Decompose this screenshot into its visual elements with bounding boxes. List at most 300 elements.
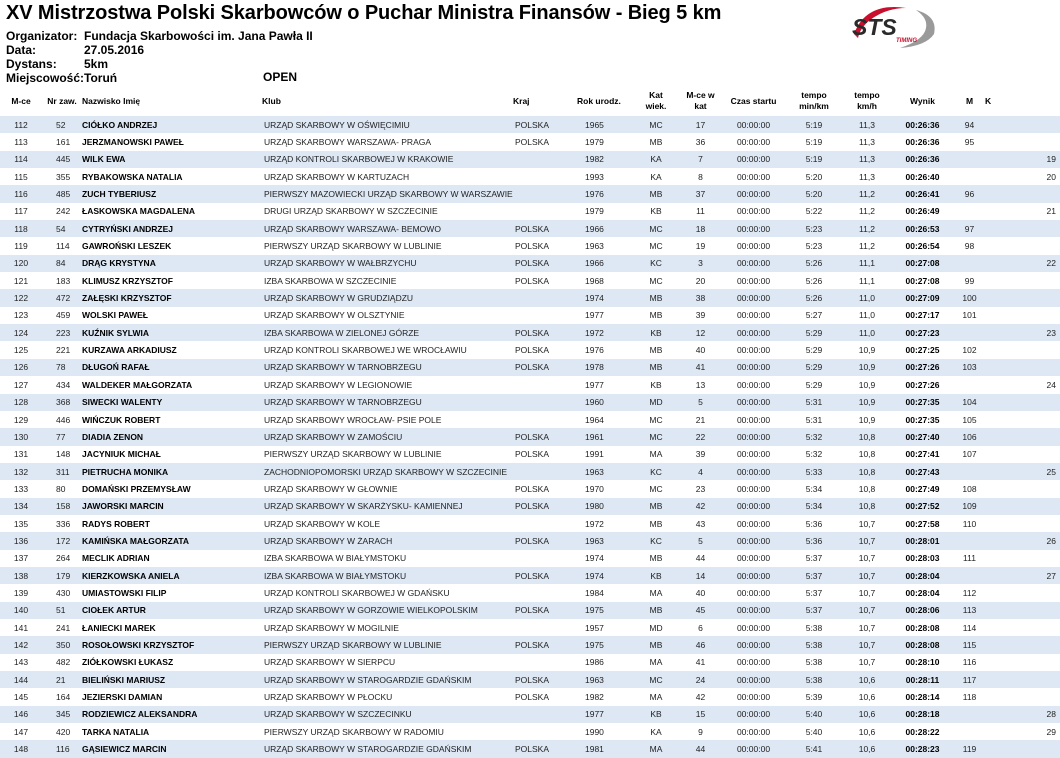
- cell-catplace: 40: [695, 345, 706, 356]
- cell-start: 00:00:00: [722, 289, 785, 306]
- cell-year: 1979: [585, 206, 604, 217]
- cell-club: PIERWSZY URZĄD SKARBOWY W LUBLINIE: [264, 449, 442, 460]
- cell-pace: 5:38: [805, 657, 823, 668]
- cell-m: 116: [962, 657, 977, 668]
- cell-country: POLSKA: [515, 692, 550, 703]
- col-k: K: [985, 95, 992, 106]
- cell-club: DRUGI URZĄD SKARBOWY W SZCZECINIE: [264, 206, 438, 217]
- cell-bib: 158: [42, 498, 82, 515]
- cell-country: [513, 515, 577, 532]
- cell-cat: KA: [650, 726, 662, 737]
- cell-catplace: 46: [679, 636, 722, 653]
- cell-k: [985, 116, 1060, 133]
- cell-place: 129: [13, 414, 29, 425]
- cell-country: POLSKA: [513, 636, 577, 653]
- cell-place: 142: [0, 636, 42, 653]
- cell-bib: 164: [56, 692, 71, 703]
- cell-result: 00:26:53: [891, 220, 954, 237]
- cell-speed: 11,1: [859, 275, 875, 286]
- table-row: [0, 723, 1060, 740]
- cell-start: 00:00:00: [736, 310, 771, 321]
- cell-pace: 5:29: [805, 379, 823, 390]
- cell-club: URZĄD SKARBOWY W STAROGARDZIE GDAŃSKIM: [262, 740, 513, 757]
- table-row: [0, 411, 1060, 428]
- cell-bib: 368: [42, 394, 82, 411]
- cell-k: [985, 654, 1060, 671]
- cell-name: CYTRYŃSKI ANDRZEJ: [82, 220, 262, 237]
- cell-pace: 5:26: [785, 255, 843, 272]
- cell-cat: MC: [649, 414, 663, 425]
- cell-catplace: 5: [679, 532, 722, 549]
- cell-k: [985, 688, 1060, 705]
- cell-k: [985, 185, 1060, 202]
- cell-result: 00:27:43: [891, 463, 954, 480]
- cell-k: [985, 550, 1060, 567]
- cell-catplace: 45: [679, 602, 722, 619]
- table-row: [0, 151, 1060, 168]
- cell-pace: 5:32: [785, 428, 843, 445]
- table-row: [0, 688, 1060, 705]
- cell-place: 134: [0, 498, 42, 515]
- cell-k: 22: [985, 255, 1060, 272]
- cell-cat: KB: [633, 324, 679, 341]
- cell-catplace: 42: [679, 498, 722, 515]
- cell-result: 00:27:25: [905, 345, 940, 356]
- cell-pace: 5:37: [805, 587, 823, 598]
- cell-cat: KA: [633, 151, 679, 168]
- cell-m: 101: [962, 310, 977, 321]
- cell-club: URZĄD SKARBOWY WARSZAWA- PRAGA: [264, 137, 432, 148]
- cell-country: [513, 307, 577, 324]
- cell-bib: 78: [42, 359, 82, 376]
- cell-place: 122: [0, 289, 42, 306]
- cell-country: POLSKA: [513, 255, 577, 272]
- cell-bib: 148: [56, 449, 71, 460]
- cell-year: 1963: [585, 241, 604, 252]
- cell-k: 20: [1046, 171, 1056, 182]
- cell-cat: MC: [649, 275, 663, 286]
- cell-place: 135: [13, 518, 29, 529]
- cell-m: 95: [964, 137, 975, 148]
- cell-bib: 434: [56, 379, 71, 390]
- cell-bib: 350: [42, 636, 82, 653]
- cell-country: [513, 203, 577, 220]
- cell-catplace: 14: [679, 567, 722, 584]
- cell-year: 1981: [577, 740, 633, 757]
- cell-name: RODZIEWICZ ALEKSANDRA: [82, 706, 262, 723]
- cell-m: [954, 706, 985, 723]
- cell-catplace: 44: [695, 553, 706, 564]
- cell-club: URZĄD SKARBOWY W WAŁBRZYCHU: [262, 255, 513, 272]
- cell-cat: KB: [633, 706, 679, 723]
- cell-k: [985, 411, 1060, 428]
- cell-result: 00:27:09: [891, 289, 954, 306]
- cell-country: POLSKA: [515, 241, 550, 252]
- cell-bib: 430: [56, 587, 71, 598]
- cell-pace: 5:32: [805, 449, 823, 460]
- cell-country: [513, 723, 577, 740]
- cell-catplace: 24: [679, 671, 722, 688]
- cell-k: [985, 133, 1060, 150]
- cell-name: PIETRUCHA MONIKA: [82, 463, 262, 480]
- cell-catplace: 39: [695, 310, 706, 321]
- cell-name: KAMIŃSKA MAŁGORZATA: [82, 532, 262, 549]
- cell-m: 110: [962, 518, 977, 529]
- cell-start: 00:00:00: [736, 414, 771, 425]
- cell-place: 116: [0, 185, 42, 202]
- cell-year: 1986: [585, 657, 604, 668]
- cell-k: [985, 237, 1060, 254]
- col-year: Rok urodz.: [577, 95, 621, 106]
- cell-catplace: 8: [698, 171, 703, 182]
- cell-pace: 5:31: [805, 414, 823, 425]
- cell-name: JERZMANOWSKI PAWEŁ: [82, 137, 184, 148]
- cell-start: 00:00:00: [722, 602, 785, 619]
- cell-name: BIELIŃSKI MARIUSZ: [82, 671, 262, 688]
- cell-club: URZĄD SKARBOWY W PŁOCKU: [264, 692, 393, 703]
- cell-speed: 10,6: [858, 692, 876, 703]
- cell-place: 137: [13, 553, 29, 564]
- cell-result: 00:28:06: [891, 602, 954, 619]
- cell-catplace: 5: [679, 394, 722, 411]
- cell-catplace: 13: [695, 379, 706, 390]
- cell-speed: 11,3: [859, 171, 875, 182]
- cell-m: 99: [964, 275, 975, 286]
- cell-country: POLSKA: [513, 116, 577, 133]
- col-result: Wynik: [910, 95, 935, 106]
- cell-country: [513, 706, 577, 723]
- cell-place: 144: [0, 671, 42, 688]
- cell-k: 24: [1046, 379, 1056, 390]
- cell-club: URZĄD SKARBOWY W TARNOBRZEGU: [262, 394, 513, 411]
- cell-bib: 311: [42, 463, 82, 480]
- cell-cat: KB: [650, 379, 662, 390]
- cell-club: URZĄD SKARBOWY W GORZOWIE WIELKOPOLSKIM: [262, 602, 513, 619]
- cell-speed: 10,7: [858, 587, 876, 598]
- cell-pace: 5:29: [785, 324, 843, 341]
- cell-k: [985, 446, 1060, 463]
- svg-text:STS: STS: [852, 14, 897, 40]
- cell-place: 114: [0, 151, 42, 168]
- cell-catplace: 3: [679, 255, 722, 272]
- cell-place: 132: [0, 463, 42, 480]
- cell-club: URZĄD KONTROLI SKARBOWEJ WE WROCŁAWIU: [264, 345, 467, 356]
- cell-club: URZĄD SKARBOWY W TARNOBRZEGU: [262, 359, 513, 376]
- cell-m: 106: [954, 428, 985, 445]
- cell-pace: 5:38: [785, 636, 843, 653]
- cell-result: 00:28:04: [905, 587, 940, 598]
- cell-name: KURZAWA ARKADIUSZ: [82, 345, 177, 356]
- cell-m: 100: [954, 289, 985, 306]
- cell-m: [954, 324, 985, 341]
- cell-result: 00:27:08: [905, 275, 940, 286]
- cell-m: [954, 532, 985, 549]
- col-category: Kat wiek.: [645, 90, 667, 111]
- cell-cat: MB: [649, 553, 663, 564]
- cell-cat: MD: [633, 394, 679, 411]
- cell-name: RADYS ROBERT: [82, 518, 151, 529]
- cell-place: 112: [0, 116, 42, 133]
- cell-m: [954, 463, 985, 480]
- cell-country: POLSKA: [515, 137, 550, 148]
- cell-pace: 5:20: [805, 171, 823, 182]
- cell-catplace: 17: [679, 116, 722, 133]
- cell-country: POLSKA: [513, 740, 577, 757]
- cell-m: 94: [954, 116, 985, 133]
- cell-name: ŁANIECKI MAREK: [82, 622, 156, 633]
- cell-k: [985, 272, 1060, 289]
- cell-speed: 11,2: [859, 206, 875, 217]
- cell-cat: KB: [650, 206, 662, 217]
- cell-year: 1968: [585, 275, 604, 286]
- cell-k: [985, 428, 1060, 445]
- cell-start: 00:00:00: [722, 394, 785, 411]
- table-header: [0, 89, 1060, 113]
- cell-club: URZĄD SKARBOWY W SZCZECINKU: [262, 706, 513, 723]
- table-row: [0, 584, 1060, 601]
- cell-name: SIWECKI WALENTY: [82, 394, 262, 411]
- cell-name: DOMAŃSKI PRZEMYSŁAW: [82, 483, 191, 494]
- cell-year: 1974: [585, 553, 604, 564]
- cell-name: RYBAKOWSKA NATALIA: [82, 171, 183, 182]
- cell-speed: 10,9: [858, 345, 876, 356]
- table-row: [0, 376, 1060, 393]
- cell-result: 00:27:52: [891, 498, 954, 515]
- table-row: [0, 446, 1060, 463]
- cell-club: URZĄD SKARBOWY W STAROGARDZIE GDAŃSKIM: [262, 671, 513, 688]
- cell-name: CIOŁEK ARTUR: [82, 602, 262, 619]
- page-title: XV Mistrzostwa Polski Skarbowców o Puchar Ministra Finansów - Bieg 5 km: [6, 2, 722, 24]
- cell-bib: 336: [56, 518, 71, 529]
- cell-year: 1991: [585, 449, 604, 460]
- cell-k: [985, 602, 1060, 619]
- cell-start: 00:00:00: [722, 359, 785, 376]
- cell-k: [985, 740, 1060, 757]
- cell-catplace: 43: [695, 518, 706, 529]
- cell-bib: 114: [56, 241, 70, 252]
- cell-speed: 11,0: [843, 324, 891, 341]
- cell-pace: 5:26: [785, 289, 843, 306]
- cell-cat: MC: [633, 116, 679, 133]
- cell-club: IZBA SKARBOWA W BIAŁYMSTOKU: [264, 553, 407, 564]
- cell-club: PIERWSZY URZĄD SKARBOWY W LUBLINIE: [264, 241, 442, 252]
- results-table: [0, 89, 1060, 758]
- cell-k: [985, 480, 1060, 497]
- cell-k: 26: [985, 532, 1060, 549]
- cell-country: [513, 550, 577, 567]
- table-row: [0, 168, 1060, 185]
- cell-name: ROSOŁOWSKI KRZYSZTOF: [82, 636, 262, 653]
- cell-year: 1972: [577, 324, 633, 341]
- table-row: [0, 116, 1060, 133]
- cell-m: 108: [962, 483, 977, 494]
- cell-year: 1982: [585, 692, 604, 703]
- cell-pace: 5:40: [785, 706, 843, 723]
- cell-name: DRĄG KRYSTYNA: [82, 255, 262, 272]
- cell-m: [954, 376, 985, 393]
- cell-speed: 10,7: [858, 553, 876, 564]
- cell-year: 1982: [577, 151, 633, 168]
- cell-catplace: 7: [679, 151, 722, 168]
- cell-place: 140: [0, 602, 42, 619]
- cell-year: 1984: [585, 587, 604, 598]
- cell-catplace: 12: [679, 324, 722, 341]
- cell-result: 00:28:22: [905, 726, 940, 737]
- cell-start: 00:00:00: [722, 567, 785, 584]
- cell-bib: 52: [42, 116, 82, 133]
- col-country: Kraj: [513, 95, 530, 106]
- cell-start: 00:00:00: [736, 206, 771, 217]
- cell-k: [985, 671, 1060, 688]
- cell-m: 112: [962, 587, 977, 598]
- cell-place: 121: [13, 275, 29, 286]
- cell-country: [513, 619, 577, 636]
- cell-speed: 10,9: [858, 414, 876, 425]
- cell-cat: MA: [649, 692, 663, 703]
- cell-speed: 11,0: [843, 289, 891, 306]
- cell-result: 00:27:49: [905, 483, 940, 494]
- cell-result: 00:26:36: [891, 151, 954, 168]
- cell-pace: 5:34: [785, 498, 843, 515]
- cell-club: PIERWSZY URZĄD SKARBOWY W LUBLINIE: [262, 636, 513, 653]
- cell-pace: 5:41: [785, 740, 843, 757]
- cell-pace: 5:36: [785, 532, 843, 549]
- col-place: M-ce: [11, 95, 31, 106]
- cell-name: CIÓŁKO ANDRZEJ: [82, 116, 262, 133]
- cell-result: 00:27:26: [891, 359, 954, 376]
- cell-name: TARKA NATALIA: [82, 726, 150, 737]
- cell-k: [985, 619, 1060, 636]
- cell-k: [985, 394, 1060, 411]
- cell-year: 1966: [577, 220, 633, 237]
- cell-result: 00:26:54: [905, 241, 940, 252]
- cell-start: 00:00:00: [722, 151, 785, 168]
- cell-start: 00:00:00: [722, 255, 785, 272]
- cell-result: 00:26:40: [905, 171, 940, 182]
- cell-start: 00:00:00: [736, 622, 771, 633]
- cell-place: 147: [13, 726, 29, 737]
- cell-cat: MC: [649, 483, 663, 494]
- cell-place: 125: [13, 345, 29, 356]
- cell-country: [513, 654, 577, 671]
- cell-pace: 5:37: [785, 567, 843, 584]
- cell-pace: 5:40: [805, 726, 823, 737]
- cell-catplace: 18: [679, 220, 722, 237]
- cell-speed: 10,6: [843, 671, 891, 688]
- cell-country: [513, 168, 577, 185]
- cell-m: 102: [962, 345, 977, 356]
- cell-name: MECLIK ADRIAN: [82, 553, 150, 564]
- cell-year: 1974: [577, 567, 633, 584]
- cell-place: 139: [13, 587, 29, 598]
- cell-club: URZĄD SKARBOWY W SKARŻYSKU- KAMIENNEJ: [262, 498, 513, 515]
- cell-result: 00:27:41: [905, 449, 940, 460]
- cell-cat: MB: [649, 310, 663, 321]
- cell-speed: 11,2: [859, 241, 875, 252]
- cell-m: 115: [954, 636, 985, 653]
- cell-bib: 54: [42, 220, 82, 237]
- cell-speed: 10,8: [858, 449, 876, 460]
- cell-name: GĄSIEWICZ MARCIN: [82, 740, 262, 757]
- cell-name: KLIMUSZ KRZYSZTOF: [82, 275, 173, 286]
- cell-start: 00:00:00: [722, 463, 785, 480]
- cell-country: POLSKA: [515, 449, 550, 460]
- meta-organizer: Organizator: Fundacja Skarbowości im. Jana Pawła II: [6, 29, 313, 43]
- table-row: [0, 463, 1060, 480]
- cell-speed: 10,7: [843, 532, 891, 549]
- cell-bib: 459: [56, 310, 71, 321]
- cell-place: 143: [13, 657, 29, 668]
- col-category-place: M-ce w kat: [686, 90, 715, 111]
- cell-country: POLSKA: [515, 275, 550, 286]
- cell-place: 123: [13, 310, 29, 321]
- cell-bib: 221: [56, 345, 71, 356]
- table-row: [0, 341, 1060, 358]
- table-row: [0, 307, 1060, 324]
- table-row: [0, 706, 1060, 723]
- cell-year: 1970: [585, 483, 604, 494]
- cell-result: 00:28:23: [891, 740, 954, 757]
- cell-cat: MB: [649, 518, 663, 529]
- cell-cat: MC: [633, 428, 679, 445]
- cell-name: ZIÓŁKOWSKI ŁUKASZ: [82, 657, 174, 668]
- cell-start: 00:00:00: [736, 449, 771, 460]
- cell-catplace: 37: [679, 185, 722, 202]
- cell-name: GAWROŃSKI LESZEK: [82, 241, 172, 252]
- cell-m: 103: [954, 359, 985, 376]
- col-club: Klub: [262, 95, 281, 106]
- cell-start: 00:00:00: [722, 116, 785, 133]
- cell-speed: 10,7: [858, 657, 876, 668]
- cell-k: 27: [985, 567, 1060, 584]
- cell-place: 128: [0, 394, 42, 411]
- cell-pace: 5:34: [805, 483, 823, 494]
- cell-cat: MB: [649, 137, 663, 148]
- cell-m: 104: [954, 394, 985, 411]
- cell-speed: 10,8: [843, 463, 891, 480]
- cell-k: 23: [985, 324, 1060, 341]
- cell-cat: MC: [633, 671, 679, 688]
- cell-year: 1977: [585, 310, 604, 321]
- cell-speed: 11,2: [843, 220, 891, 237]
- cell-year: 1990: [585, 726, 604, 737]
- cell-start: 00:00:00: [722, 532, 785, 549]
- cell-bib: 223: [42, 324, 82, 341]
- cell-cat: KC: [633, 463, 679, 480]
- cell-start: 00:00:00: [722, 428, 785, 445]
- cell-m: 98: [964, 241, 975, 252]
- table-row: [0, 619, 1060, 636]
- svg-text:TIMING: TIMING: [896, 38, 917, 44]
- cell-year: 1977: [585, 379, 604, 390]
- cell-result: 00:27:40: [891, 428, 954, 445]
- cell-pace: 5:26: [805, 275, 823, 286]
- cell-result: 00:28:14: [905, 692, 940, 703]
- cell-m: 105: [962, 414, 977, 425]
- meta-location: Miejscowość:Toruń: [6, 71, 118, 85]
- cell-start: 00:00:00: [736, 587, 771, 598]
- cell-pace: 5:19: [805, 137, 823, 148]
- cell-club: IZBA SKARBOWA W SZCZECINIE: [264, 275, 397, 286]
- cell-result: 00:26:49: [905, 206, 940, 217]
- cell-start: 00:00:00: [736, 692, 771, 703]
- cell-bib: 482: [56, 657, 71, 668]
- cell-speed: 10,8: [843, 498, 891, 515]
- cell-country: POLSKA: [513, 671, 577, 688]
- cell-speed: 10,7: [858, 518, 876, 529]
- cell-result: 00:28:10: [905, 657, 940, 668]
- cell-start: 00:00:00: [722, 740, 785, 757]
